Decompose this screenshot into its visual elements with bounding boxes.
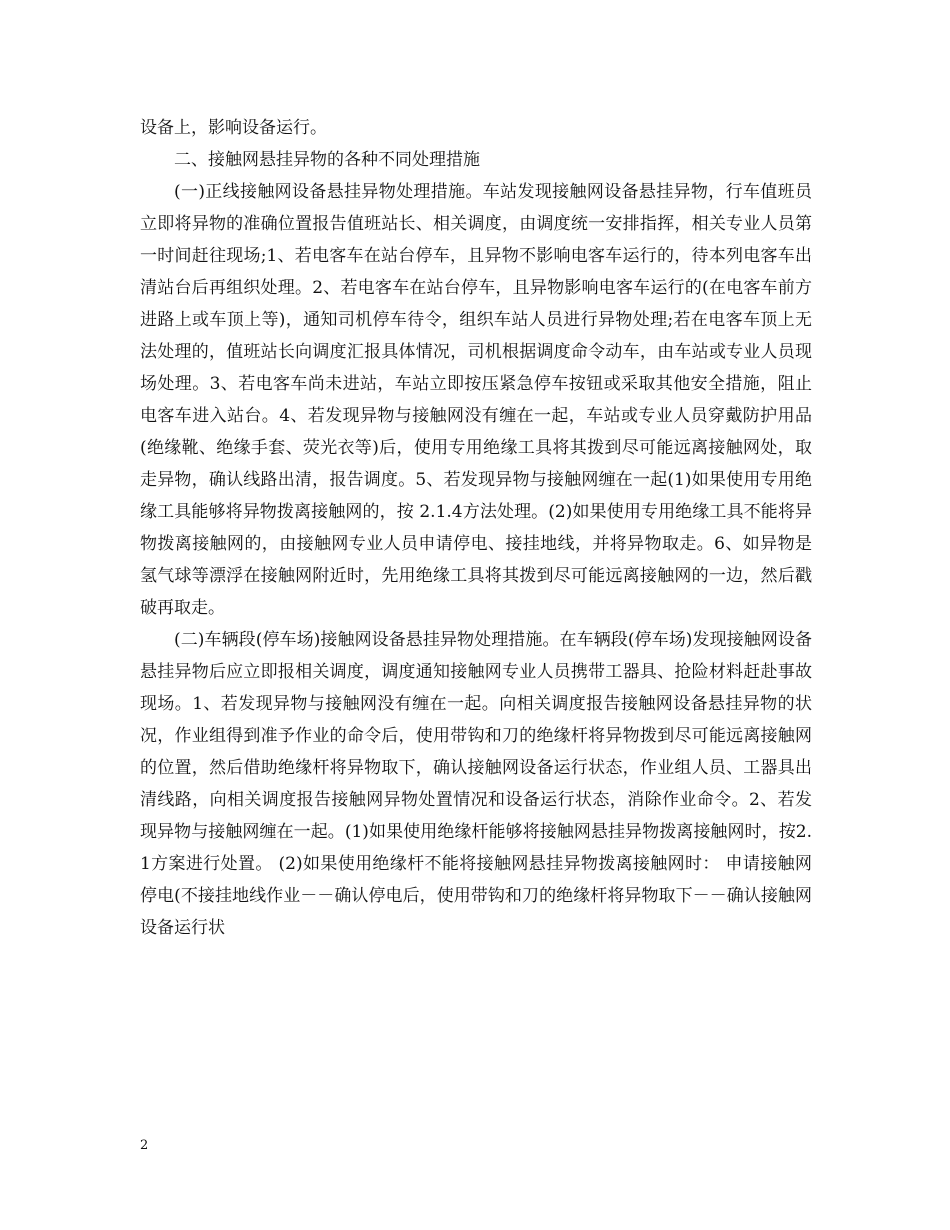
page-number: 2 <box>140 1138 149 1153</box>
paragraph-mainline-measures: (一)正线接触网设备悬挂异物处理措施。车站发现接触网设备悬挂异物，行车值班员立即将异物的准确位置报告值班站长、相关调度，由调度统一安排指挥，相关专业人员第一时间赶往现场;1、若电客车在站台停车，且异物不影响电客车运行的，待本列电客车出清站台后再组织处理。2、若电客车在站台停车，且异物影响电客车运行的(在电客车前方进路上或车顶上等)，通知司机停车待令，组织车站人员进行异物处理;若在电客车顶上无法处理的，值班站长向调度汇报具体情况，司机根据调度命令动车，由车站或专业人员现场处理。3、若电客车尚未进站，车站立即按压紧急停车按钮或采取其他安全措施，阻止电客车进入站台。4、若发现异物与接触网没有缠在一起，车站或专业人员穿戴防护用品(绝缘靴、绝缘手套、荧光衣等)后，使用专用绝缘工具将其拨到尽可能远离接触网处，取走异物，确认线路出清，报告调度。5、若发现异物与接触网缠在一起(1)如果使用专用绝缘工具能够将异物拨离接触网的，按 2.1.4方法处理。(2)如果使用专用绝缘工具不能将异物拨离接触网的，由接触网专业人员申请停电、接挂地线，并将异物取走。6、如异物是氢气球等漂浮在接触网附近时，先用绝缘工具将其拨到尽可能远离接触网的一边，然后戳破再取走。 <box>140 182 812 618</box>
paragraph-continuation: 设备上，影响设备运行。 <box>140 118 327 138</box>
section-heading: 二、接触网悬挂异物的各种不同处理措施 <box>174 150 480 170</box>
paragraph-depot-measures: (二)车辆段(停车场)接触网设备悬挂异物处理措施。在车辆段(停车场)发现接触网设备悬挂异物后应立即报相关调度，调度通知接触网专业人员携带工器具、抢险材料赶赴事故现场。1、若发现异物与接触网没有缠在一起。向相关调度报告接触网设备悬挂异物的状况，作业组得到准予作业的命令后，使用带钩和刀的绝缘杆将异物拨到尽可能远离接触网的位置，然后借助绝缘杆将异物取下，确认接触网设备运行状态，作业组人员、工器具出清线路，向相关调度报告接触网异物处置情况和设备运行状态，消除作业命令。2、若发现异物与接触网缠在一起。(1)如果使用绝缘杆能够将接触网悬挂异物拨离接触网时，按2.1方案进行处置。 (2)如果使用绝缘杆不能将接触网悬挂异物拨离接触网时： 申请接触网停电(不接挂地线作业－－确认停电后，使用带钩和刀的绝缘杆将异物取下－－确认接触网设备运行状 <box>140 630 812 938</box>
page-body <box>140 112 812 944</box>
